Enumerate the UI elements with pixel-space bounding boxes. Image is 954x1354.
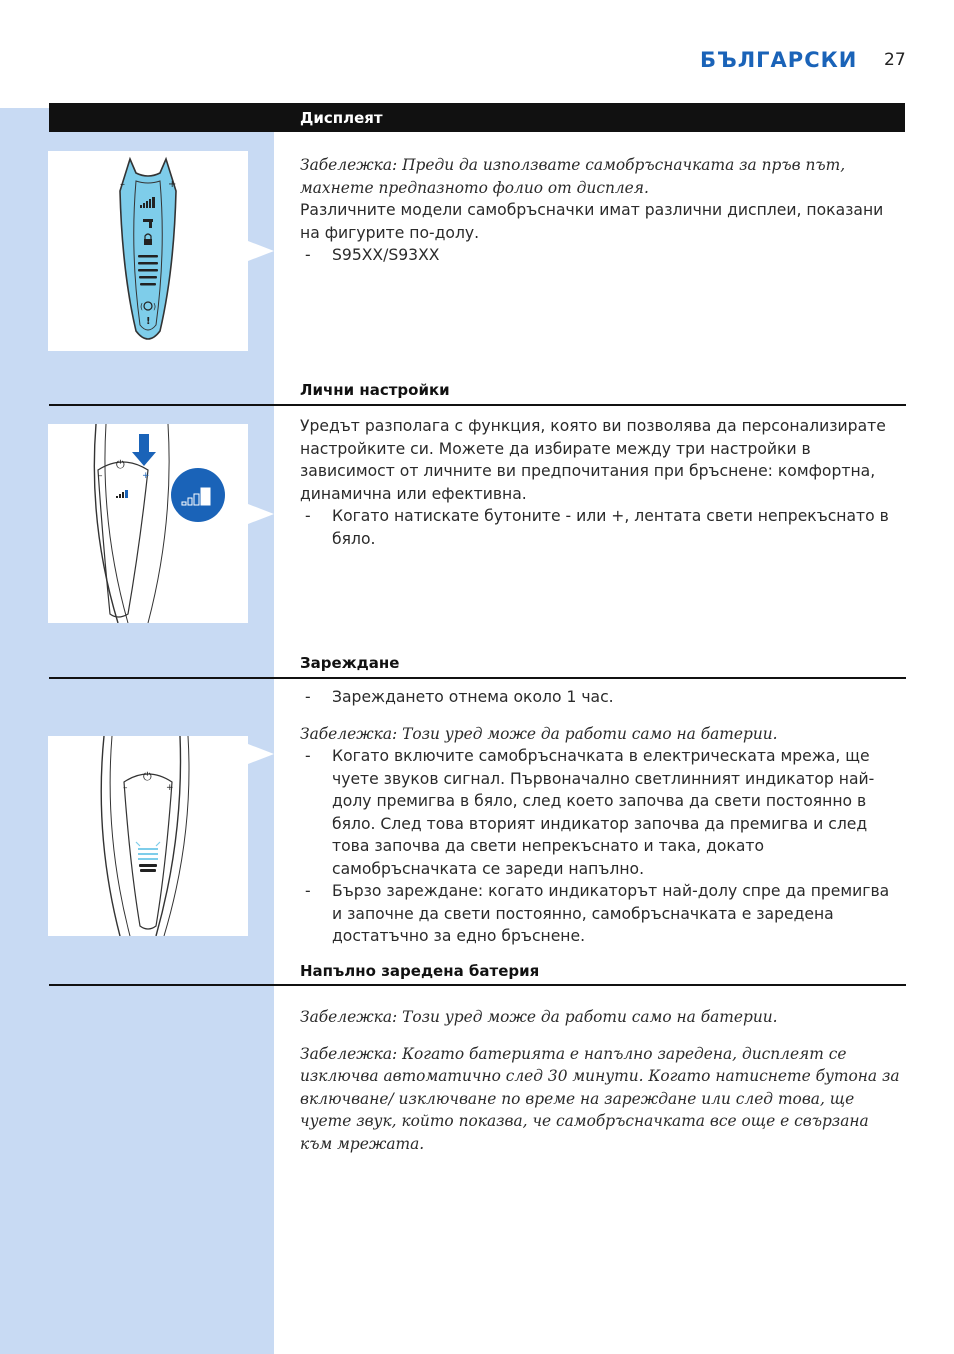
language-header: БЪЛГАРСКИ: [700, 48, 858, 72]
battery-icon: [116, 490, 128, 498]
divider: [49, 404, 906, 406]
shaver-charging-illustration: [48, 736, 248, 936]
minus-icon: –: [120, 179, 125, 190]
power-icon: ⏻: [143, 770, 152, 783]
figure-display: [48, 151, 248, 351]
list-item: - S95XX/S93XX: [305, 246, 440, 264]
figure-pointer: [248, 241, 274, 261]
intensity-badge: [171, 468, 225, 522]
list-item: - Когато натискате бутоните - или +, лентата свети непрекъснато в бяло.: [305, 507, 889, 548]
section-title-full: Напълно заредена батерия: [300, 962, 540, 980]
figure-personal: [48, 424, 248, 623]
charging-indicator: [136, 842, 160, 872]
figure-charging: [48, 736, 248, 936]
figure-pointer: [248, 504, 274, 524]
section-title-personal: Лични настройки: [300, 381, 450, 399]
full-note-2: Забележка: Когато батерията е напълно заредена, дисплеят се изключва автоматично след 30 минути. Когато натиснете бутона за включване/ изключване по време на зареждане или след това, ще чуете звук, който показва, че самобръсначката все още е свързана към мрежата.: [300, 1044, 900, 1153]
personal-text-block: [300, 415, 900, 550]
svg-text:(: (: [140, 302, 144, 311]
plus-icon: +: [166, 783, 174, 793]
full-note-1: Забележка: Този уред може да работи само на батерии.: [300, 1008, 778, 1026]
full-text-block: [300, 1006, 900, 1155]
display-note: Забележка: Преди да използвате самобръсначката за пръв път, махнете предпазното фолио от дисплея.: [300, 156, 846, 197]
section-bar-display: [49, 103, 905, 132]
section-title-charging: Зареждане: [300, 654, 400, 672]
minus-icon: –: [98, 471, 103, 481]
charging-text-block: [300, 686, 900, 948]
plus-icon: +: [168, 179, 177, 190]
shaver-buttons-illustration: [48, 424, 248, 623]
section-title-display: Дисплеят: [300, 109, 383, 127]
charging-note: Забележка: Този уред може да работи само на батерии.: [300, 724, 778, 743]
display-text-block: [300, 154, 900, 267]
alert-icon: !: [146, 316, 151, 327]
figure-pointer: [248, 744, 274, 764]
power-icon: ⏻: [116, 458, 125, 471]
page-number: 27: [884, 50, 906, 70]
display-body: Различните модели самобръсначки имат различни дисплеи, показани на фигурите по-долу.: [300, 201, 884, 242]
divider: [49, 984, 906, 986]
list-item: - Зареждането отнема около 1 час.: [305, 688, 614, 706]
svg-text:): ): [153, 302, 157, 311]
list-item: - Бързо зареждане: когато индикаторът най-долу спре да премигва и започне да свети постоянно, самобръсначката е заредена достатъчно за едно бръснене.: [305, 882, 890, 945]
list-item: - Когато включите самобръсначката в електрическата мрежа, ще чуете звуков сигнал. Първоначално светлинният индикатор най-долу премигва в бяло, след което започва да свети постоянно в бяло. След това вторият индикатор започва да премигва и след това започва да свети непрекъснато и така, докато самобръсначката се зареди напълно.: [305, 747, 875, 878]
shaver-display-illustration: [48, 151, 248, 351]
plus-icon: +: [142, 471, 150, 481]
arrow-down-icon: [132, 434, 156, 466]
divider: [49, 677, 906, 679]
personal-body: Уредът разполага с функция, която ви позволява да персонализирате настройките си. Можете да избирате между три настройки в зависимост от личните ви предпочитания при бръснене: комфортна, динамична или ефективна.: [300, 417, 886, 503]
minus-icon: –: [123, 783, 128, 793]
